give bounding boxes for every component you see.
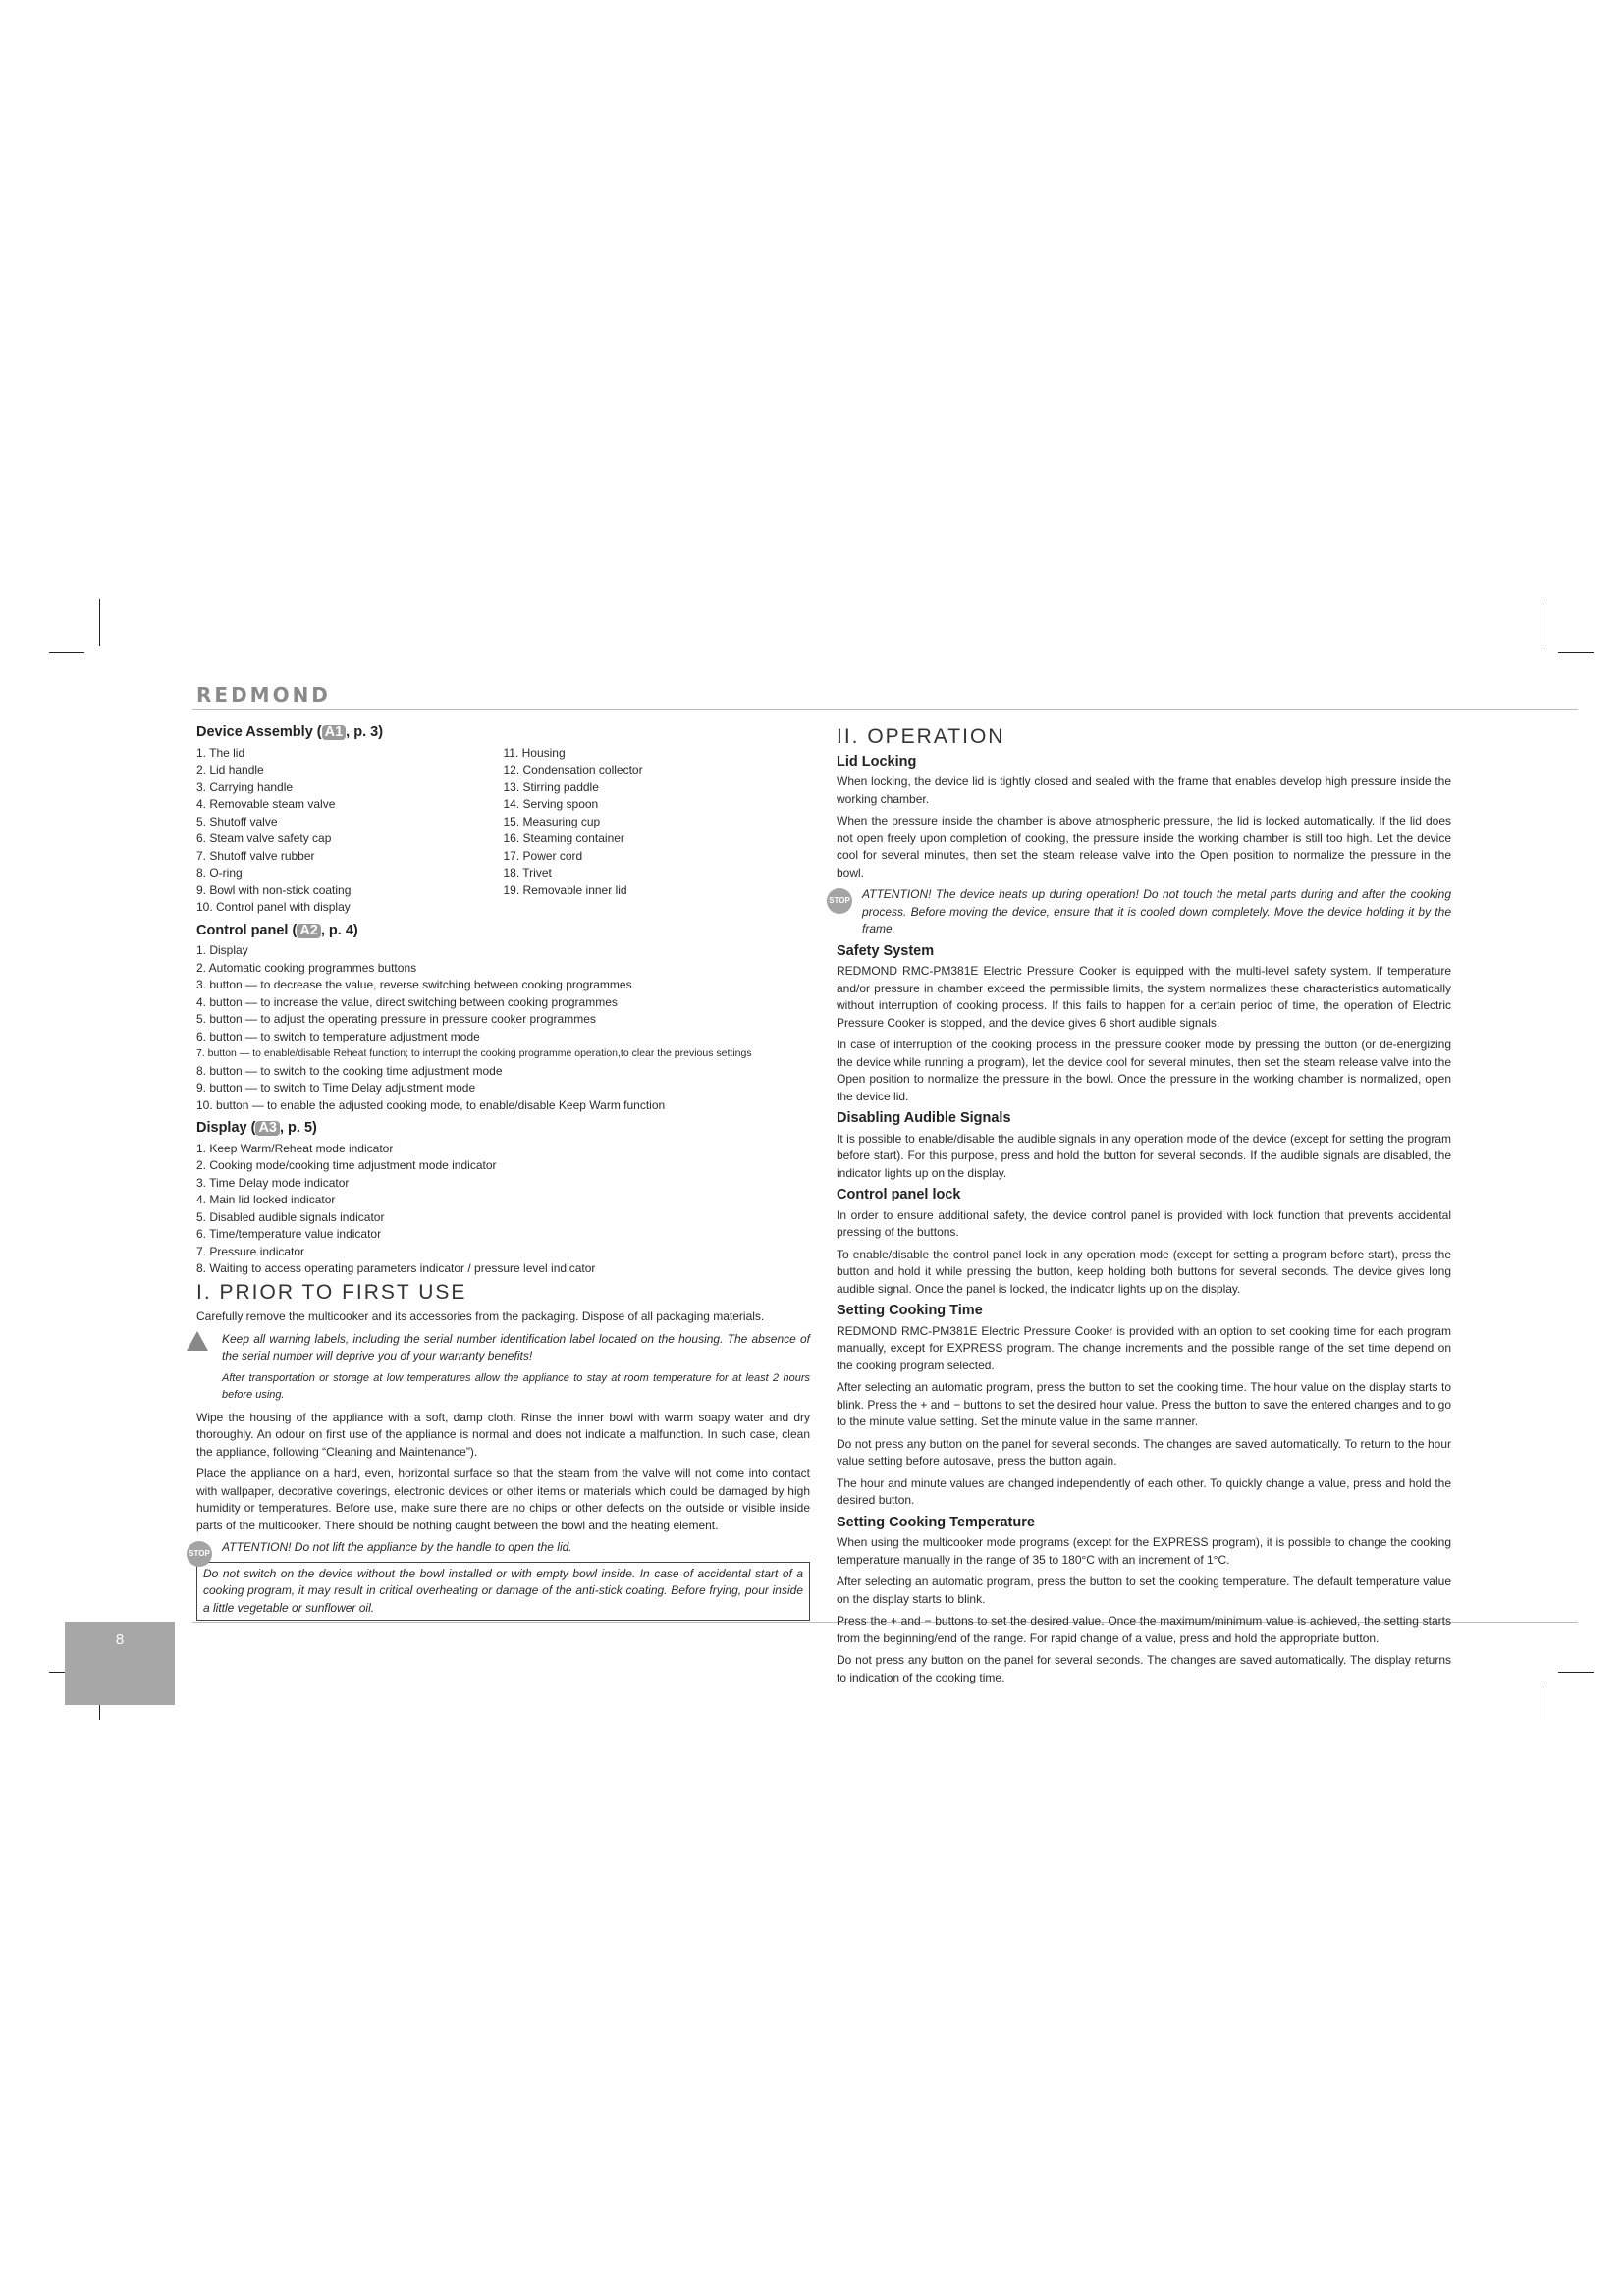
list-item: 10. button — to enable the adjusted cooking mode, to enable/disable Keep Warm function — [196, 1097, 666, 1112]
stop-icon: STOP — [827, 888, 852, 914]
safety-heading: Safety System — [837, 942, 935, 959]
list-item: 4. Main lid locked indicator — [196, 1193, 336, 1206]
list-item: 5. button — to adjust the operating pressure in pressure cooker programmes — [196, 1012, 596, 1026]
display-list — [196, 1141, 810, 1278]
paragraph: Wipe the housing of the appliance with a soft, damp cloth. Rinse the inner bowl with warm soapy water and dry thoroughly. An odour on first use of the appliance is normal and does not indicate a malfunction. In such case, clean the appliance, following “Cleaning and Maintenance”). — [196, 1410, 810, 1459]
list-item: 3. Time Delay mode indicator — [196, 1175, 350, 1190]
ref-badge: A1 — [322, 725, 347, 740]
paragraph: To enable/disable the control panel lock in any operation mode (except for setting a program before start), press the button and hold it while pressing the button, keep holding both buttons for several seconds. The device gives long audible signal. Once the panel is locked, the indicator lights up on the display. — [837, 1247, 1451, 1296]
device-assembly-list — [196, 745, 810, 923]
stop-note: STOP ATTENTION! Do not lift the appliance by the handle to open the lid. — [196, 1539, 810, 1557]
list-item: 13. Stirring paddle — [503, 779, 599, 794]
ref-badge: A3 — [255, 1121, 280, 1136]
paragraph: Press the + and − buttons to set the desired value. Once the maximum/minimum value is achieved, the setting starts from the beginning/end of the range. For rapid change of a value, press and hold the appropriate button. — [837, 1614, 1451, 1645]
crop-mark — [1558, 1672, 1594, 1673]
crop-mark — [1558, 652, 1594, 653]
paragraph: REDMOND RMC-PM381E Electric Pressure Cooker is provided with an option to set cooking time for each program manually, except for EXPRESS program. The change increments and the possible range of the set time depend on the cooking program selected. — [837, 1323, 1451, 1372]
list-item: 3. Carrying handle — [196, 779, 294, 794]
paragraph: After selecting an automatic program, press the button to set the cooking temperature. The default temperature value on the display starts to blink. — [837, 1575, 1451, 1606]
cooking-temp-heading: Setting Cooking Temperature — [837, 1514, 1035, 1530]
list-item: 10. Control panel with display — [196, 900, 351, 914]
paragraph: Carefully remove the multicooker and its accessories from the packaging. Dispose of all packaging materials. — [196, 1309, 765, 1323]
prior-first-use-heading: I. PRIOR TO FIRST USE — [196, 1280, 467, 1304]
list-item: 16. Steaming container — [503, 831, 624, 845]
paragraph: It is possible to enable/disable the audible signals in any operation mode of the device (except for setting the program before start). For this purpose, press and hold the button for several seconds. If the audible signals are disabled, the indicator lights up on the display. — [837, 1131, 1451, 1180]
list-item: 4. button — to increase the value, direct switching between cooking programmes — [196, 994, 618, 1009]
stop-note: STOP ATTENTION! The device heats up during operation! Do not touch the metal parts during and after the cooking process. Before moving the device, ensure that it is cooled down completely. Move the device holding it by the frame. — [837, 886, 1451, 938]
paragraph: In case of interruption of the cooking process in the pressure cooker mode by pressing the button (or de-energizing the device while running a program), let the device cool for several minutes, then set the steam release valve into the Open position to normalize the pressure in the bowl. Once the pressure in the working chamber is normalized, open the device lid. — [837, 1038, 1451, 1103]
lid-locking-heading: Lid Locking — [837, 753, 917, 770]
list-item: 2. Cooking mode/cooking time adjustment mode indicator — [196, 1158, 497, 1172]
paragraph: In order to ensure additional safety, the device control panel is provided with lock function that prevents accidental pressing of the buttons. — [837, 1207, 1451, 1239]
paragraph: When using the multicooker mode programs (except for the EXPRESS program), it is possible to change the cooking temperature manually in the range of 35 to 180°C with an increment of 1°C. — [837, 1535, 1451, 1567]
display-heading: Display ( A3 , p. 5) — [196, 1120, 317, 1136]
list-item: 5. Disabled audible signals indicator — [196, 1209, 385, 1224]
list-item: 9. Bowl with non-stick coating — [196, 882, 352, 897]
control-panel-heading: Control panel ( A2 , p. 4) — [196, 922, 358, 938]
list-item: 3. button — to decrease the value, reverse switching between cooking programmes — [196, 978, 632, 991]
list-item: 6. Time/temperature value indicator — [196, 1227, 382, 1241]
assembly-list-right — [504, 745, 811, 917]
paragraph: Do not press any button on the panel for several seconds. The changes are saved automatically. The display returns to indication of the cooking time. — [837, 1653, 1451, 1684]
list-item: 8. O-ring — [196, 866, 243, 880]
list-item: 18. Trivet — [503, 866, 552, 880]
audible-heading: Disabling Audible Signals — [837, 1110, 1011, 1126]
operation-heading: II. OPERATION — [837, 725, 1005, 748]
right-column — [829, 724, 1451, 1691]
boxed-warning: Do not switch on the device without the bowl installed or with empty bowl inside. In case of accidental start of a cooking program, it may result in critical overheating or damage of the anti-stick coating. Before frying, pour inside a little vegetable or sunflower oil. — [196, 1562, 810, 1622]
warning-note: Keep all warning labels, including the serial number identification label located on the housing. The absence of the serial number will deprive you of your warranty benefits! — [196, 1331, 810, 1365]
device-assembly-heading: Device Assembly ( A1 , p. 3) — [196, 724, 384, 740]
list-item: 2. Lid handle — [196, 763, 264, 776]
list-item: 9. button — to switch to Time Delay adjustment mode — [196, 1081, 476, 1095]
paragraph: After selecting an automatic program, press the button to set the cooking time. The hour value on the display starts to blink. Press the + and − buttons to set the desired hour value. Press the button to save the entered changes and to go to the minute value setting. Set the minute value in the same manner. — [837, 1380, 1451, 1428]
list-item: 8. Waiting to access operating parameters indicator / pressure level indicator — [196, 1261, 596, 1275]
list-item: 6. Steam valve safety cap — [196, 831, 332, 845]
paragraph: Do not press any button on the panel for several seconds. The changes are saved automatically. To return to the hour value setting before autosave, press the button again. — [837, 1436, 1451, 1468]
paragraph: REDMOND RMC-PM381E Electric Pressure Cooker is equipped with the multi-level safety system. If temperature and/or pressure in chamber exceed the permissible limits, the system normalizes these characteristics automatically without interruption of cooking process. If this fails to happen for a certain period of time, the operation of Electric Pressure Cooker is stopped, and the device gives 6 short audible signals. — [837, 964, 1451, 1030]
list-item: 15. Measuring cup — [503, 814, 601, 828]
paragraph: The hour and minute values are changed independently of each other. To quickly change a value, press and hold the desired button. — [837, 1475, 1451, 1507]
page-number: 8 — [115, 1631, 125, 1648]
paragraph: When locking, the device lid is tightly closed and sealed with the frame that enables develop high pressure inside the working chamber. — [837, 774, 1451, 806]
list-item: 11. Housing — [503, 745, 566, 760]
list-item: 17. Power cord — [503, 848, 583, 863]
control-panel-list — [196, 942, 810, 1114]
page-number-box — [65, 1622, 175, 1705]
crop-mark — [99, 599, 100, 646]
list-item: 1. Keep Warm/Reheat mode indicator — [196, 1141, 394, 1155]
paragraph: Place the appliance on a hard, even, horizontal surface so that the steam from the valve will not come into contact with wallpaper, decorative coverings, electronic devices or other items or materials which could be damaged by high humidity or temperatures. Before use, make sure there are no chips or other defects on the outside or visible inside parts of the multicooker. There should be nothing caught between the bowl and the heating element. — [196, 1467, 810, 1532]
warning-icon — [187, 1331, 208, 1351]
list-item: 4. Removable steam valve — [196, 797, 336, 811]
panel-lock-heading: Control panel lock — [837, 1187, 961, 1202]
list-item: 8. button — to switch to the cooking time adjustment mode — [196, 1063, 503, 1078]
list-item: 19. Removable inner lid — [503, 882, 627, 897]
cooking-time-heading: Setting Cooking Time — [837, 1303, 983, 1318]
list-item: 2. Automatic cooking programmes buttons — [196, 960, 417, 975]
italic-note: After transportation or storage at low temperatures allow the appliance to stay at room temperature for at least 2 hours before using. — [222, 1371, 810, 1401]
list-item: 5. Shutoff valve — [196, 814, 278, 828]
list-item: 14. Serving spoon — [503, 797, 599, 811]
stop-icon: STOP — [187, 1541, 212, 1567]
list-item: 12. Condensation collector — [503, 763, 643, 776]
ref-badge: A2 — [297, 924, 321, 938]
list-item: 7. Shutoff valve rubber — [196, 848, 315, 863]
brand-logo: REDMOND — [196, 683, 331, 707]
list-item: 7. Pressure indicator — [196, 1244, 305, 1258]
list-item: 7. button — to enable/disable Reheat function; to interrupt the cooking programme operation,to clear the previous settings — [196, 1047, 752, 1059]
left-column — [189, 724, 810, 1621]
crop-mark — [49, 652, 84, 653]
paragraph: When the pressure inside the chamber is above atmospheric pressure, the lid is locked automatically. If the lid does not open freely upon completion of cooking, the pressure inside the working chamber is still too high. Let the device cool for several minutes, then set the steam release valve into the Open position to normalize the pressure in the bowl. — [837, 814, 1451, 880]
list-item: 1. Display — [196, 943, 248, 957]
list-item: 6. button — to switch to temperature adjustment mode — [196, 1029, 480, 1043]
header-rule — [192, 709, 1578, 710]
list-item: 1. The lid — [196, 745, 245, 760]
assembly-list-left — [196, 745, 504, 917]
